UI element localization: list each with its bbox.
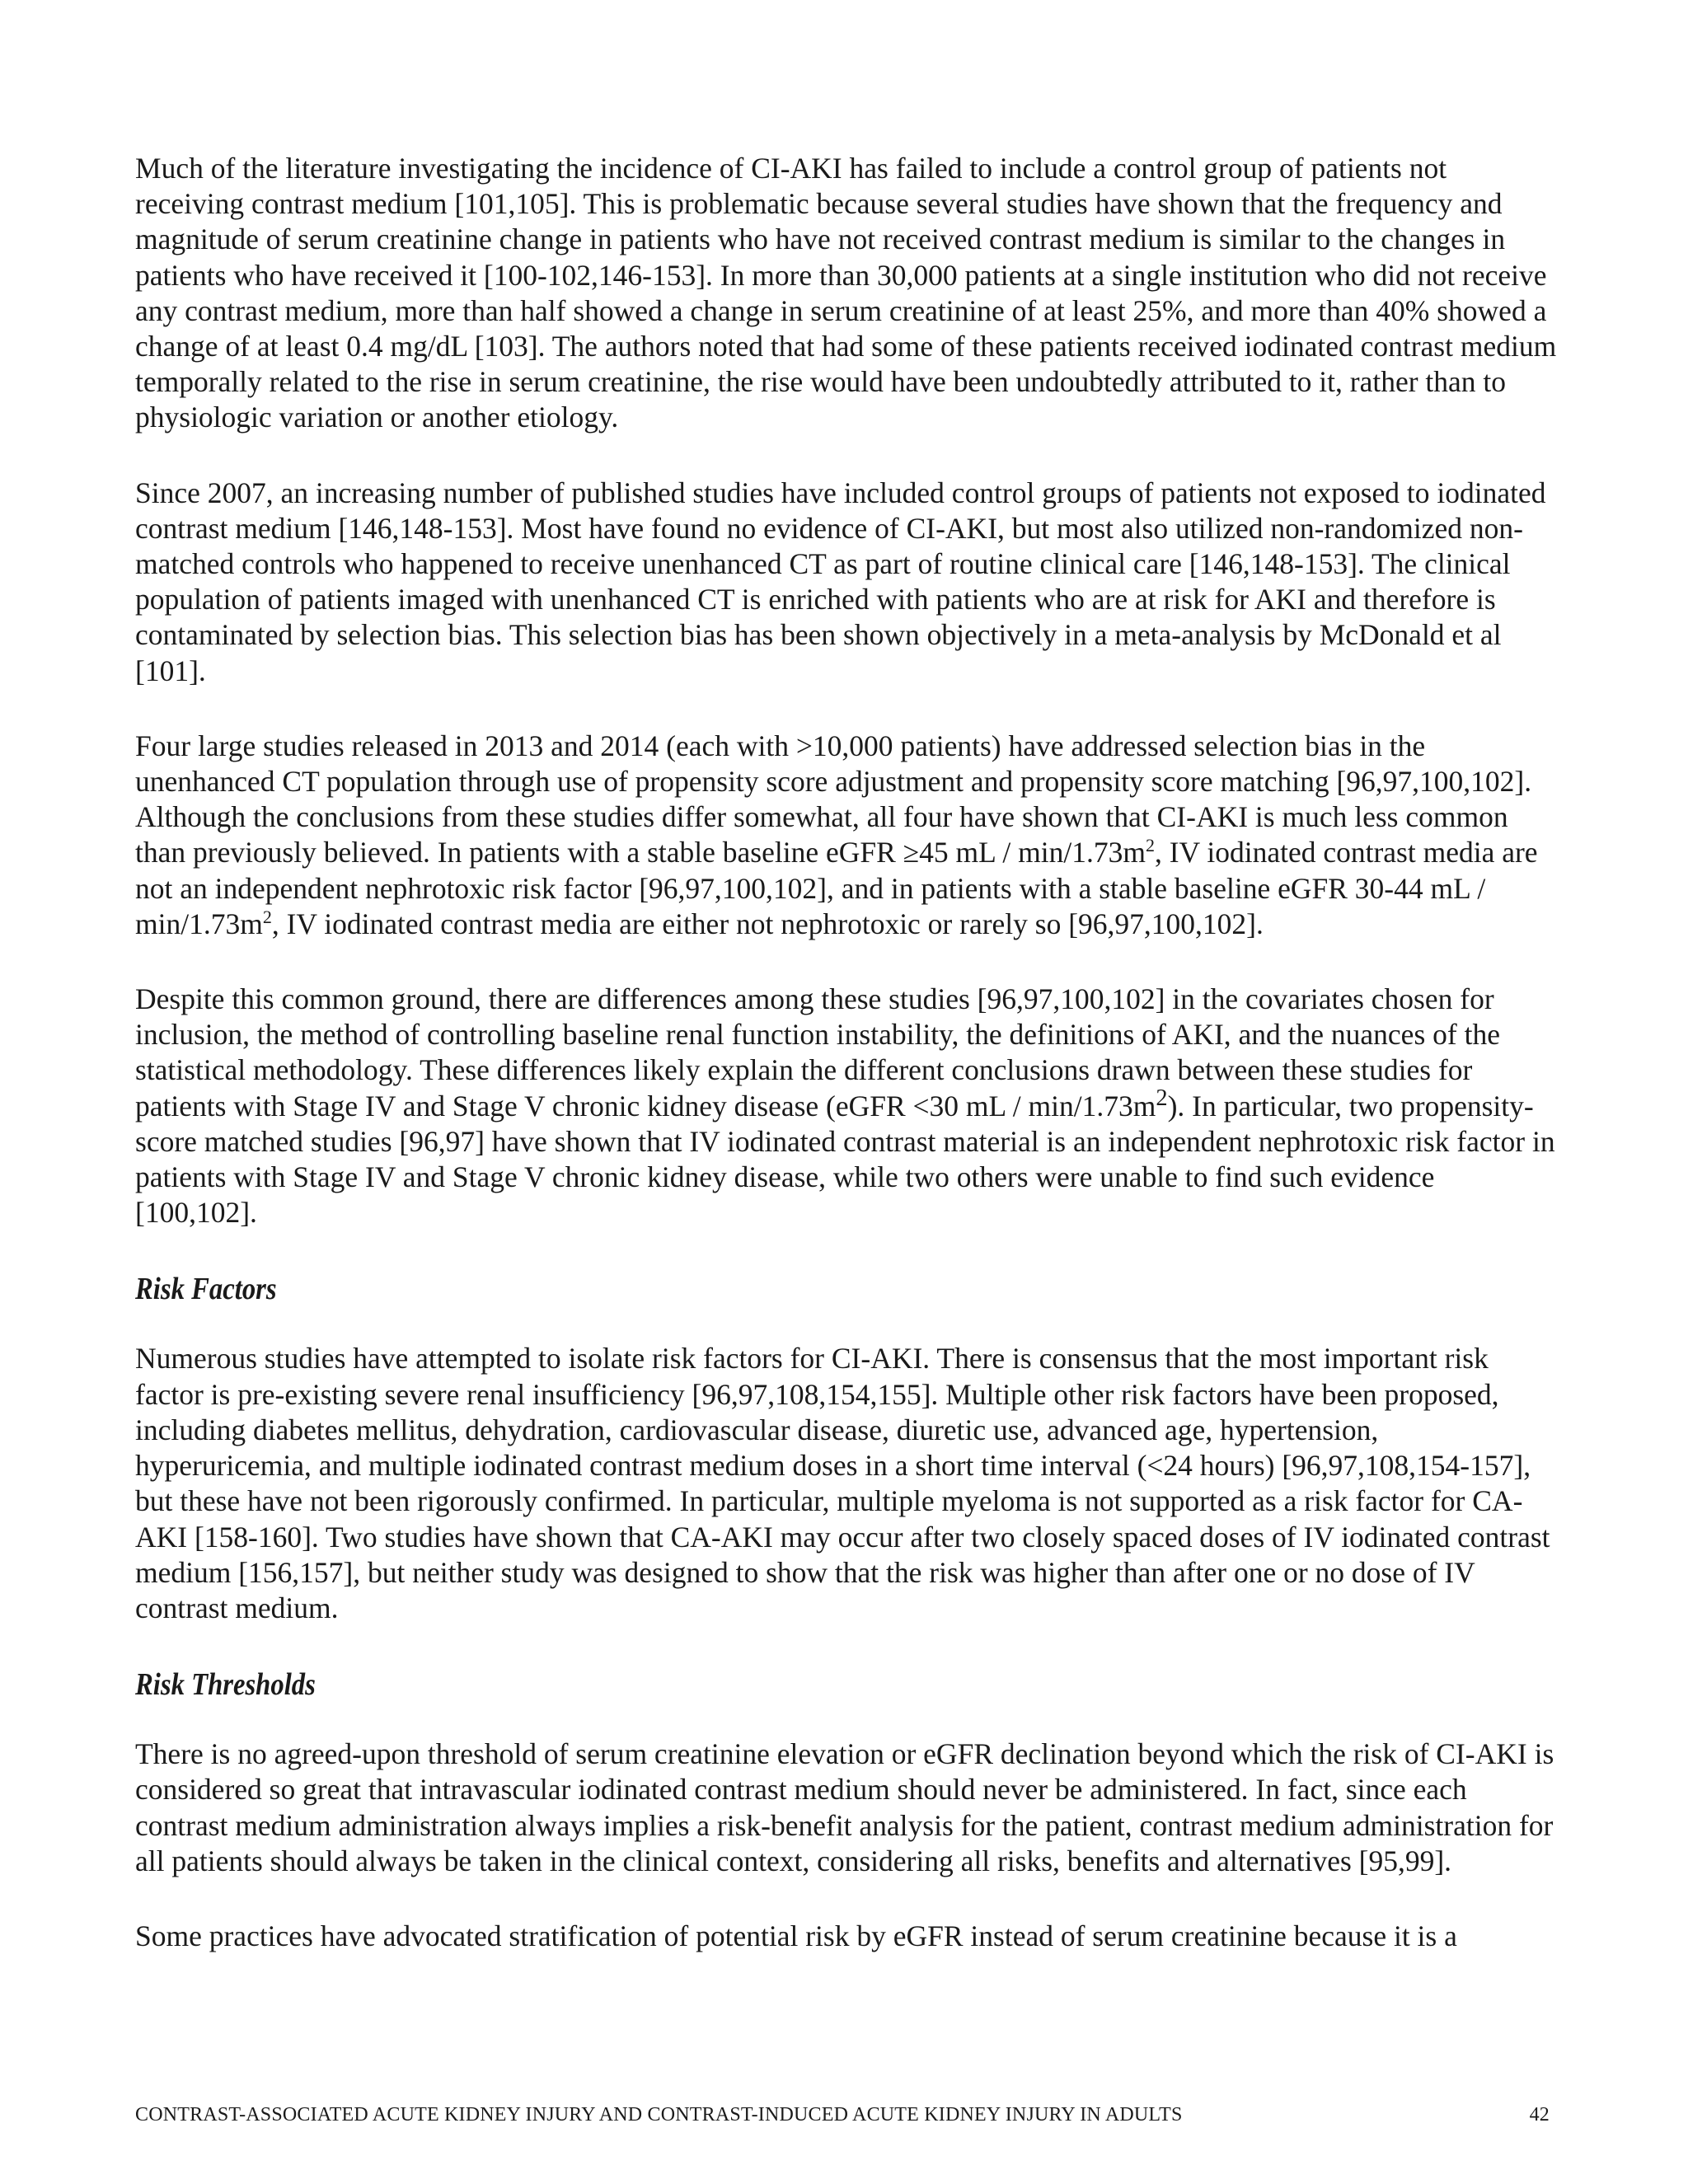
paragraph-risk-factors: Numerous studies have attempted to isolate risk factors for CI-AKI. There is consensus that the most important risk factor is pre-existing severe renal insufficiency [96,97,108,154,155]. Multiple other risk factors have been proposed, including diabetes mellitus, dehydration, cardiovascular disease, diuretic use, advanced age, hypertension, hyperuricemia, and multiple iodinated contrast medium doses in a short time interval (<24 hours) [96,97,108,154-157], but these have not been rigorously confirmed. In particular, multiple myeloma is not supported as a risk factor for CA-AKI [158-160]. Two studies have shown that CA-AKI may occur after two closely spaced doses of IV iodinated contrast medium [156,157], but neither study was designed to show that the risk was higher than after one or no dose of IV contrast medium.	[135, 1342, 1550, 1624]
superscript: 2	[262, 907, 272, 928]
paragraph-text-segment: ). In particular, two propensity-score matched studies [96,97] have shown that IV iodinated contrast material is an independent nephrotoxic risk factor in patients with Stage IV and Stage V chronic kidney disease, while two others were unable to find such evidence [100,102].	[135, 1089, 1555, 1230]
paragraph-risk-thresholds: There is no agreed-upon threshold of serum creatinine elevation or eGFR declination beyond which the risk of CI-AKI is considered so great that intravascular iodinated contrast medium should never be administered. In fact, since each contrast medium administration always implies a risk-benefit analysis for the patient, contrast medium administration for all patients should always be taken in the clinical context, considering all risks, benefits and alternatives [95,99].	[135, 1737, 1554, 1877]
paragraph-control-groups: Much of the literature investigating the incidence of CI-AKI has failed to include a control group of patients not receiving contrast medium [101,105]. This is problematic because several studies have shown that the frequency and magnitude of serum creatinine change in patients who have not received contrast medium is similar to the changes in patients who have received it [100-102,146-153]. In more than 30,000 patients at a single institution who did not receive any contrast medium, more than half showed a change in serum creatinine of at least 25%, and more than 40% showed a change of at least 0.4 mg/dL [103]. The authors noted that had some of these patients received iodinated contrast medium temporally related to the rise in serum creatinine, the rise would have been undoubtedly attributed to it, rather than to physiologic variation or another etiology.	[135, 152, 1557, 434]
paragraph-four-large-studies	[135, 729, 1561, 942]
page-body	[135, 151, 1561, 1994]
paragraph-text-segment: Four large studies released in 2013 and 2014 (each with >10,000 patients) have addressed selection bias in the unenhanced CT population through use of propensity score adjustment and propensity score matching [96,97,100,102]. Although the conclusions from these studies differ somewhat, all four have shown that CI-AKI is much less common than previously believed. In patients with a stable baseline eGFR ≥45 mL / min/1.73m	[135, 729, 1532, 869]
heading-risk-factors: Risk Factors	[135, 1272, 277, 1307]
footer-page-number: 42	[1529, 2104, 1550, 2125]
paragraph-text-segment: Despite this common ground, there are differences among these studies [96,97,100,102] in the covariates chosen for inclusion, the method of controlling baseline renal function instability, the definitions of AKI, and the nuances of the statistical methodology. These differences likely explain the different conclusions drawn between these studies for patients with Stage IV and Stage V chronic kidney disease (eGFR <30 mL / min/1.73m	[135, 982, 1500, 1122]
superscript: 2	[1145, 835, 1155, 856]
superscript: 2	[1156, 1085, 1168, 1111]
heading-risk-thresholds: Risk Thresholds	[135, 1667, 316, 1703]
paragraph-text-segment: , IV iodinated contrast media are either not nephrotoxic or rarely so [96,97,100,102].	[271, 907, 1264, 940]
paragraph-stratification: Some practices have advocated stratification of potential risk by eGFR instead of serum creatinine because it is a	[135, 1919, 1457, 1952]
paragraph-since-2007: Since 2007, an increasing number of published studies have included control groups of patients not exposed to iodinated contrast medium [146,148-153]. Most have found no evidence of CI-AKI, but most also utilized non-randomized non-matched controls who happened to receive unenhanced CT as part of routine clinical care [146,148-153]. The clinical population of patients imaged with unenhanced CT is enriched with patients who are at risk for AKI and therefore is contaminated by selection bias. This selection bias has been shown objectively in a meta-analysis by McDonald et al [101].	[135, 476, 1546, 687]
footer-document-title: CONTRAST-ASSOCIATED ACUTE KIDNEY INJURY AND CONTRAST-INDUCED ACUTE KIDNEY INJURY IN ADULTS	[135, 2104, 1183, 2125]
paragraph-common-ground	[135, 982, 1561, 1230]
paragraph-text-segment: , IV iodinated contrast media are not an independent nephrotoxic risk factor [96,97,100,102], and in patients with a stable baseline eGFR 30-44 mL / min/1.73m	[135, 836, 1538, 940]
